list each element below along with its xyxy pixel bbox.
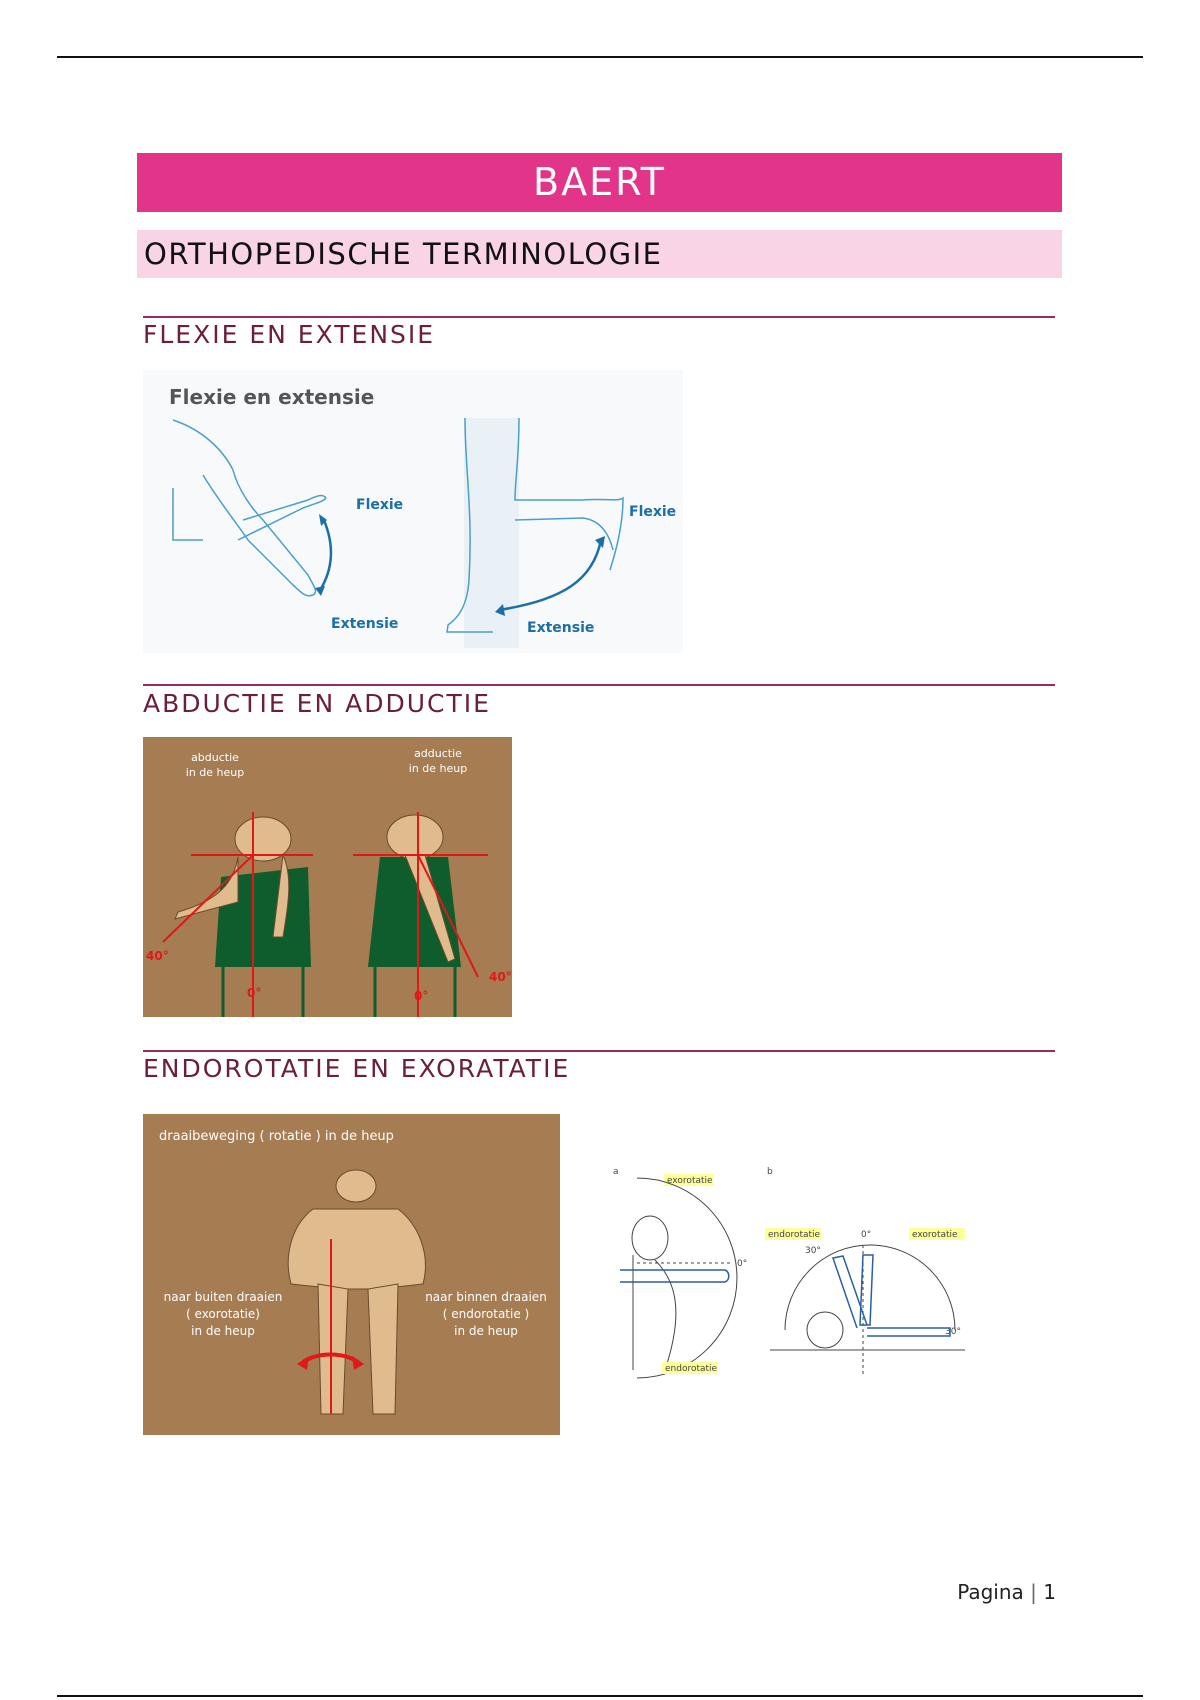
section-heading-abductie: ABDUCTIE EN ADDUCTIE xyxy=(143,689,491,718)
panel-b-endorotatie: endorotatie xyxy=(768,1230,821,1240)
label-extensie-left: Extensie xyxy=(331,616,399,632)
footer-separator: | xyxy=(1030,1580,1037,1604)
label-flexie-right: Flexie xyxy=(629,504,677,520)
angle-40-right: 40° xyxy=(489,970,512,984)
panel-b-zero: 0° xyxy=(861,1230,872,1240)
caption-abductie: abductie xyxy=(191,751,239,764)
section-heading-rotatie: ENDOROTATIE EN EXORATATIE xyxy=(143,1054,571,1083)
figure-title: Flexie en extensie xyxy=(169,385,375,409)
text-binnen-1: naar binnen draaien xyxy=(425,1290,547,1304)
page-footer xyxy=(957,1580,1056,1604)
text-buiten-1: naar buiten draaien xyxy=(163,1290,283,1304)
angle-40-left: 40° xyxy=(146,949,169,963)
footer-label: Pagina xyxy=(957,1580,1024,1604)
caption-adductie-sub: in de heup xyxy=(408,762,468,775)
panel-a-exorotatie: exorotatie xyxy=(667,1176,713,1186)
text-binnen-2: ( endorotatie ) xyxy=(442,1307,530,1321)
panel-b-angle-right: 30° xyxy=(945,1327,961,1337)
flexie-extensie-figure xyxy=(143,370,683,653)
section-divider xyxy=(143,316,1055,318)
footer-rule xyxy=(57,1695,1143,1697)
page-number: 1 xyxy=(1043,1580,1056,1604)
rotatie-heup-figure xyxy=(143,1114,560,1435)
panel-b-exorotatie: exorotatie xyxy=(912,1230,958,1240)
rotatie-diagram-figure xyxy=(595,1160,975,1385)
caption-adductie: adductie xyxy=(414,747,462,760)
panel-a-angle: 0° xyxy=(737,1259,748,1269)
caption-draaibeweging: draaibeweging ( rotatie ) in de heup xyxy=(159,1129,394,1144)
caption-abductie-sub: in de heup xyxy=(185,766,245,779)
panel-a-letter: a xyxy=(613,1167,619,1177)
document-title: BAERT xyxy=(137,153,1062,212)
abductie-adductie-figure xyxy=(143,737,512,1017)
text-buiten-2: ( exorotatie) xyxy=(186,1307,260,1321)
angle-0-left: 0° xyxy=(247,986,262,1000)
panel-b-angle-left: 30° xyxy=(805,1246,821,1256)
panel-b-letter: b xyxy=(767,1167,773,1177)
header-rule xyxy=(57,56,1143,58)
section-divider xyxy=(143,1050,1055,1052)
label-extensie-right: Extensie xyxy=(527,620,595,636)
text-buiten-3: in de heup xyxy=(191,1324,255,1338)
panel-a-endorotatie: endorotatie xyxy=(665,1364,718,1374)
text-binnen-3: in de heup xyxy=(454,1324,518,1338)
section-divider xyxy=(143,684,1055,686)
label-flexie-left: Flexie xyxy=(356,497,404,513)
angle-0-right: 0° xyxy=(414,989,429,1003)
document-subtitle: ORTHOPEDISCHE TERMINOLOGIE xyxy=(137,230,1062,278)
section-heading-flexie: FLEXIE EN EXTENSIE xyxy=(143,320,436,349)
